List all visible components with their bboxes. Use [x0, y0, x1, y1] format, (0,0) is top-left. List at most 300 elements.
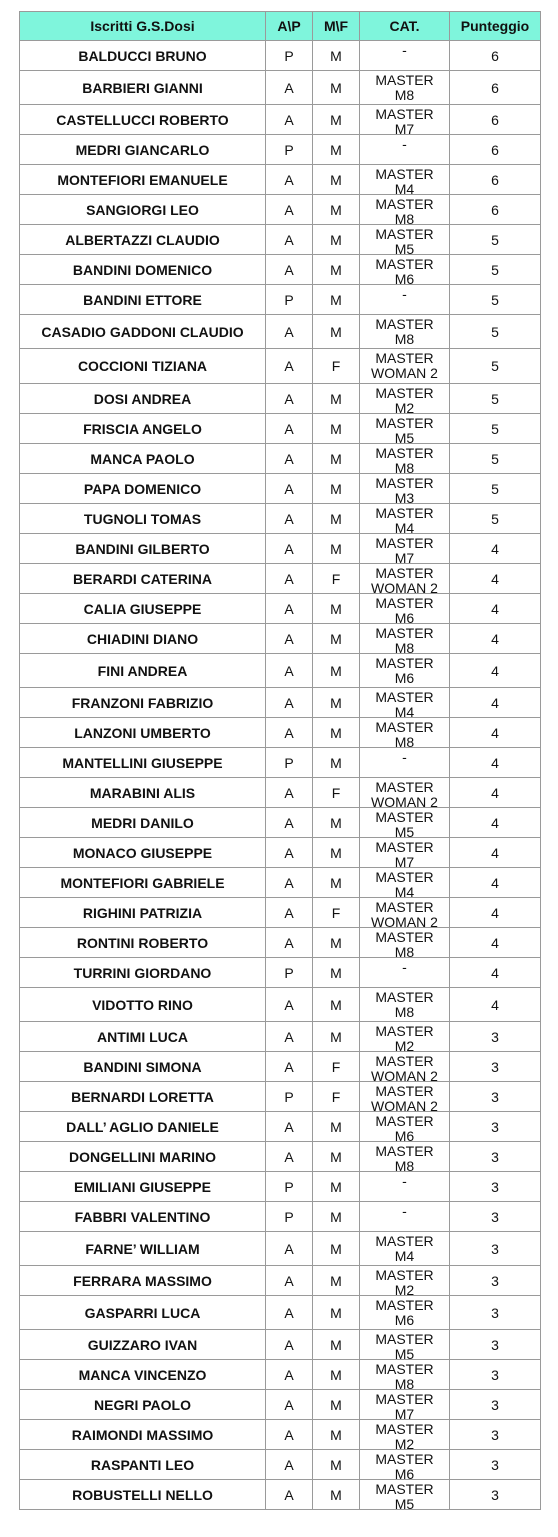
cell-ap: A — [266, 868, 313, 898]
table-row — [20, 838, 541, 868]
header-name: Iscritti G.S.Dosi — [20, 12, 266, 41]
cell-score: 4 — [450, 748, 541, 778]
cell-category — [360, 1360, 450, 1390]
cell-mf: M — [313, 1142, 360, 1172]
cell-category — [360, 285, 450, 315]
cell-name: RIGHINI PATRIZIA — [20, 898, 266, 928]
cell-ap: A — [266, 315, 313, 349]
cell-score: 5 — [450, 504, 541, 534]
cell-score: 4 — [450, 868, 541, 898]
cell-ap: A — [266, 718, 313, 748]
table-row — [20, 688, 541, 718]
cell-mf: M — [313, 624, 360, 654]
header-ap: A\P — [266, 12, 313, 41]
cell-name: ROBUSTELLI NELLO — [20, 1480, 266, 1510]
table-row — [20, 1480, 541, 1510]
category-text: MASTER M5 — [375, 1481, 434, 1509]
category-text: MASTER M8 — [375, 71, 434, 103]
table-row — [20, 165, 541, 195]
cell-ap: P — [266, 1172, 313, 1202]
table-row — [20, 624, 541, 654]
category-text: MASTER M6 — [375, 1113, 434, 1141]
table-row — [20, 958, 541, 988]
category-text: MASTER M8 — [375, 196, 434, 224]
cell-category — [360, 838, 450, 868]
cell-score: 4 — [450, 654, 541, 688]
table-row — [20, 349, 541, 384]
cell-category — [360, 748, 450, 778]
category-text: MASTER M8 — [375, 988, 434, 1020]
cell-ap: A — [266, 1022, 313, 1052]
cell-mf: M — [313, 1172, 360, 1202]
cell-score: 4 — [450, 838, 541, 868]
cell-name: VIDOTTO RINO — [20, 988, 266, 1022]
cell-name: DONGELLINI MARINO — [20, 1142, 266, 1172]
cell-score: 4 — [450, 898, 541, 928]
cell-mf: M — [313, 838, 360, 868]
table-row — [20, 285, 541, 315]
category-text: MASTER M7 — [375, 839, 434, 867]
cell-category — [360, 71, 450, 105]
table-row — [20, 1360, 541, 1390]
cell-name: BALDUCCI BRUNO — [20, 41, 266, 71]
table-row — [20, 534, 541, 564]
header-score: Punteggio — [450, 12, 541, 41]
cell-mf: M — [313, 534, 360, 564]
table-row — [20, 195, 541, 225]
table-row — [20, 105, 541, 135]
cell-category — [360, 1142, 450, 1172]
cell-ap: A — [266, 1112, 313, 1142]
cell-category — [360, 778, 450, 808]
cell-name: CASTELLUCCI ROBERTO — [20, 105, 266, 135]
category-text: - — [402, 1203, 407, 1219]
category-text: MASTER WOMAN 2 — [371, 565, 438, 593]
cell-name: ALBERTAZZI CLAUDIO — [20, 225, 266, 255]
cell-mf: M — [313, 384, 360, 414]
category-text: - — [402, 1173, 407, 1189]
cell-mf: M — [313, 41, 360, 71]
cell-category — [360, 1296, 450, 1330]
cell-mf: M — [313, 748, 360, 778]
table-row — [20, 414, 541, 444]
cell-name: BANDINI DOMENICO — [20, 255, 266, 285]
cell-category — [360, 349, 450, 384]
cell-mf: M — [313, 135, 360, 165]
cell-name: ANTIMI LUCA — [20, 1022, 266, 1052]
cell-mf: M — [313, 1112, 360, 1142]
cell-score: 6 — [450, 71, 541, 105]
table-row — [20, 1142, 541, 1172]
table-row — [20, 135, 541, 165]
cell-name: TURRINI GIORDANO — [20, 958, 266, 988]
cell-name: GUIZZARO IVAN — [20, 1330, 266, 1360]
cell-mf: M — [313, 504, 360, 534]
cell-category — [360, 1232, 450, 1266]
category-text: MASTER WOMAN 2 — [371, 350, 438, 381]
cell-category — [360, 165, 450, 195]
cell-score: 4 — [450, 958, 541, 988]
cell-score: 4 — [450, 624, 541, 654]
category-text: MASTER M7 — [375, 535, 434, 563]
cell-score: 6 — [450, 41, 541, 71]
cell-name: NEGRI PAOLO — [20, 1390, 266, 1420]
cell-score: 5 — [450, 444, 541, 474]
cell-ap: A — [266, 1480, 313, 1510]
cell-mf: F — [313, 349, 360, 384]
category-text: MASTER M2 — [375, 1267, 434, 1295]
cell-name: BANDINI GILBERTO — [20, 534, 266, 564]
cell-ap: A — [266, 778, 313, 808]
ranking-table-container — [19, 11, 540, 1510]
cell-ap: A — [266, 474, 313, 504]
cell-name: BANDINI SIMONA — [20, 1052, 266, 1082]
cell-mf: M — [313, 71, 360, 105]
cell-category — [360, 868, 450, 898]
cell-mf: M — [313, 195, 360, 225]
cell-name: MONTEFIORI EMANUELE — [20, 165, 266, 195]
category-text: MASTER M2 — [375, 1421, 434, 1449]
cell-name: CASADIO GADDONI CLAUDIO — [20, 315, 266, 349]
cell-name: BERARDI CATERINA — [20, 564, 266, 594]
cell-score: 3 — [450, 1330, 541, 1360]
cell-mf: F — [313, 1052, 360, 1082]
cell-name: MANTELLINI GIUSEPPE — [20, 748, 266, 778]
cell-name: FRISCIA ANGELO — [20, 414, 266, 444]
cell-name: FABBRI VALENTINO — [20, 1202, 266, 1232]
category-text: - — [402, 749, 407, 765]
cell-ap: P — [266, 41, 313, 71]
cell-category — [360, 1172, 450, 1202]
cell-ap: A — [266, 1142, 313, 1172]
cell-score: 4 — [450, 688, 541, 718]
cell-ap: A — [266, 688, 313, 718]
cell-category — [360, 928, 450, 958]
cell-category — [360, 718, 450, 748]
cell-ap: A — [266, 349, 313, 384]
category-text: - — [402, 959, 407, 975]
cell-category — [360, 808, 450, 838]
cell-score: 5 — [450, 384, 541, 414]
category-text: MASTER M3 — [375, 475, 434, 503]
category-text: MASTER M6 — [375, 256, 434, 284]
cell-mf: M — [313, 688, 360, 718]
cell-name: BARBIERI GIANNI — [20, 71, 266, 105]
cell-category — [360, 1202, 450, 1232]
cell-category — [360, 1420, 450, 1450]
cell-name: CHIADINI DIANO — [20, 624, 266, 654]
cell-mf: M — [313, 988, 360, 1022]
cell-score: 4 — [450, 928, 541, 958]
category-text: MASTER M8 — [375, 1361, 434, 1389]
cell-category — [360, 898, 450, 928]
cell-mf: F — [313, 898, 360, 928]
category-text: MASTER M8 — [375, 719, 434, 747]
category-text: MASTER M4 — [375, 869, 434, 897]
cell-name: MANCA VINCENZO — [20, 1360, 266, 1390]
category-text: MASTER M7 — [375, 106, 434, 134]
category-text: MASTER M6 — [375, 595, 434, 623]
cell-mf: M — [313, 1420, 360, 1450]
cell-mf: M — [313, 165, 360, 195]
cell-ap: A — [266, 928, 313, 958]
cell-mf: M — [313, 1022, 360, 1052]
cell-category — [360, 654, 450, 688]
cell-name: RONTINI ROBERTO — [20, 928, 266, 958]
category-text: MASTER M7 — [375, 1391, 434, 1419]
cell-mf: M — [313, 444, 360, 474]
table-row — [20, 1112, 541, 1142]
cell-category — [360, 594, 450, 624]
cell-ap: A — [266, 1296, 313, 1330]
cell-category — [360, 564, 450, 594]
cell-mf: M — [313, 1390, 360, 1420]
category-text: MASTER M4 — [375, 689, 434, 717]
cell-ap: A — [266, 1390, 313, 1420]
cell-score: 3 — [450, 1022, 541, 1052]
category-text: MASTER M5 — [375, 1331, 434, 1359]
table-row — [20, 868, 541, 898]
cell-category — [360, 1480, 450, 1510]
category-text: MASTER M8 — [375, 315, 434, 347]
cell-name: BERNARDI LORETTA — [20, 1082, 266, 1112]
cell-category — [360, 195, 450, 225]
category-text: MASTER M8 — [375, 1143, 434, 1171]
header-row — [20, 12, 541, 41]
table-row — [20, 988, 541, 1022]
category-text: - — [402, 42, 407, 58]
cell-mf: M — [313, 1480, 360, 1510]
cell-score: 3 — [450, 1296, 541, 1330]
cell-name: PAPA DOMENICO — [20, 474, 266, 504]
cell-ap: A — [266, 534, 313, 564]
cell-name: MARABINI ALIS — [20, 778, 266, 808]
cell-category — [360, 315, 450, 349]
cell-ap: A — [266, 988, 313, 1022]
category-text: MASTER M8 — [375, 445, 434, 473]
category-text: MASTER M4 — [375, 166, 434, 194]
cell-mf: M — [313, 808, 360, 838]
cell-ap: A — [266, 71, 313, 105]
cell-ap: P — [266, 135, 313, 165]
cell-mf: M — [313, 1296, 360, 1330]
cell-score: 6 — [450, 105, 541, 135]
cell-score: 3 — [450, 1420, 541, 1450]
cell-mf: M — [313, 1450, 360, 1480]
table-row — [20, 1022, 541, 1052]
table-row — [20, 898, 541, 928]
category-text: MASTER WOMAN 2 — [371, 1053, 438, 1081]
cell-name: DOSI ANDREA — [20, 384, 266, 414]
cell-category — [360, 534, 450, 564]
cell-category — [360, 504, 450, 534]
cell-name: COCCIONI TIZIANA — [20, 349, 266, 384]
cell-category — [360, 1330, 450, 1360]
cell-score: 5 — [450, 414, 541, 444]
cell-category — [360, 958, 450, 988]
cell-name: FRANZONI FABRIZIO — [20, 688, 266, 718]
cell-name: EMILIANI GIUSEPPE — [20, 1172, 266, 1202]
cell-mf: M — [313, 1360, 360, 1390]
header-category: CAT. — [360, 12, 450, 41]
category-text: MASTER M4 — [375, 1232, 434, 1264]
cell-mf: M — [313, 1202, 360, 1232]
cell-ap: A — [266, 1450, 313, 1480]
cell-category — [360, 41, 450, 71]
table-body — [20, 41, 541, 1510]
cell-ap: A — [266, 1232, 313, 1266]
cell-score: 3 — [450, 1390, 541, 1420]
category-text: MASTER M8 — [375, 625, 434, 653]
category-text: MASTER M2 — [375, 1023, 434, 1051]
cell-score: 3 — [450, 1082, 541, 1112]
cell-score: 3 — [450, 1266, 541, 1296]
cell-name: LANZONI UMBERTO — [20, 718, 266, 748]
cell-category — [360, 1082, 450, 1112]
cell-category — [360, 988, 450, 1022]
cell-category — [360, 1022, 450, 1052]
cell-name: FARNE’ WILLIAM — [20, 1232, 266, 1266]
category-text: MASTER M6 — [375, 654, 434, 686]
cell-score: 3 — [450, 1172, 541, 1202]
category-text: MASTER M4 — [375, 505, 434, 533]
table-row — [20, 1202, 541, 1232]
table-row — [20, 1232, 541, 1266]
cell-score: 6 — [450, 135, 541, 165]
category-text: - — [402, 286, 407, 302]
cell-mf: F — [313, 778, 360, 808]
cell-score: 4 — [450, 808, 541, 838]
table-row — [20, 1172, 541, 1202]
cell-ap: A — [266, 1266, 313, 1296]
cell-mf: M — [313, 225, 360, 255]
table-row — [20, 225, 541, 255]
cell-ap: P — [266, 748, 313, 778]
cell-score: 5 — [450, 349, 541, 384]
category-text: MASTER M5 — [375, 226, 434, 254]
cell-category — [360, 255, 450, 285]
cell-name: FINI ANDREA — [20, 654, 266, 688]
cell-category — [360, 384, 450, 414]
cell-name: SANGIORGI LEO — [20, 195, 266, 225]
cell-ap: A — [266, 414, 313, 444]
cell-category — [360, 624, 450, 654]
cell-score: 5 — [450, 474, 541, 504]
cell-name: MEDRI DANILO — [20, 808, 266, 838]
cell-category — [360, 688, 450, 718]
table-row — [20, 315, 541, 349]
table-row — [20, 504, 541, 534]
cell-name: DALL’ AGLIO DANIELE — [20, 1112, 266, 1142]
cell-score: 4 — [450, 594, 541, 624]
cell-ap: A — [266, 225, 313, 255]
cell-ap: A — [266, 1330, 313, 1360]
cell-name: MONTEFIORI GABRIELE — [20, 868, 266, 898]
cell-ap: A — [266, 384, 313, 414]
cell-score: 4 — [450, 564, 541, 594]
table-row — [20, 654, 541, 688]
cell-ap: A — [266, 1360, 313, 1390]
cell-score: 5 — [450, 315, 541, 349]
cell-mf: M — [313, 1266, 360, 1296]
cell-name: BANDINI ETTORE — [20, 285, 266, 315]
cell-mf: M — [313, 654, 360, 688]
cell-ap: A — [266, 1052, 313, 1082]
cell-ap: A — [266, 808, 313, 838]
cell-name: RASPANTI LEO — [20, 1450, 266, 1480]
cell-name: GASPARRI LUCA — [20, 1296, 266, 1330]
cell-mf: M — [313, 474, 360, 504]
cell-mf: F — [313, 564, 360, 594]
cell-score: 3 — [450, 1202, 541, 1232]
cell-score: 3 — [450, 1232, 541, 1266]
table-row — [20, 1330, 541, 1360]
category-text: MASTER M5 — [375, 415, 434, 443]
cell-score: 3 — [450, 1360, 541, 1390]
cell-ap: A — [266, 838, 313, 868]
cell-category — [360, 105, 450, 135]
cell-category — [360, 1390, 450, 1420]
cell-ap: A — [266, 624, 313, 654]
table-row — [20, 1296, 541, 1330]
ranking-table — [19, 11, 541, 1510]
cell-ap: A — [266, 504, 313, 534]
table-row — [20, 928, 541, 958]
cell-score: 5 — [450, 285, 541, 315]
table-row — [20, 1266, 541, 1296]
cell-mf: M — [313, 414, 360, 444]
cell-ap: A — [266, 564, 313, 594]
cell-score: 3 — [450, 1480, 541, 1510]
header-mf: M\F — [313, 12, 360, 41]
cell-name: MONACO GIUSEPPE — [20, 838, 266, 868]
cell-ap: A — [266, 195, 313, 225]
cell-mf: M — [313, 1232, 360, 1266]
cell-score: 4 — [450, 778, 541, 808]
table-row — [20, 384, 541, 414]
cell-score: 4 — [450, 718, 541, 748]
cell-category — [360, 1112, 450, 1142]
category-text: MASTER M8 — [375, 929, 434, 957]
cell-name: TUGNOLI TOMAS — [20, 504, 266, 534]
cell-ap: P — [266, 1202, 313, 1232]
table-row — [20, 1082, 541, 1112]
cell-score: 5 — [450, 255, 541, 285]
cell-mf: M — [313, 594, 360, 624]
table-row — [20, 594, 541, 624]
cell-score: 3 — [450, 1112, 541, 1142]
table-row — [20, 41, 541, 71]
cell-mf: M — [313, 868, 360, 898]
cell-score: 4 — [450, 988, 541, 1022]
cell-mf: M — [313, 285, 360, 315]
cell-ap: A — [266, 165, 313, 195]
cell-ap: P — [266, 285, 313, 315]
cell-category — [360, 444, 450, 474]
table-row — [20, 444, 541, 474]
category-text: MASTER WOMAN 2 — [371, 779, 438, 807]
category-text: MASTER WOMAN 2 — [371, 1083, 438, 1111]
cell-score: 3 — [450, 1450, 541, 1480]
table-header — [20, 12, 541, 41]
table-row — [20, 778, 541, 808]
cell-category — [360, 414, 450, 444]
cell-score: 6 — [450, 195, 541, 225]
cell-mf: M — [313, 255, 360, 285]
table-row — [20, 748, 541, 778]
cell-score: 6 — [450, 165, 541, 195]
table-row — [20, 718, 541, 748]
